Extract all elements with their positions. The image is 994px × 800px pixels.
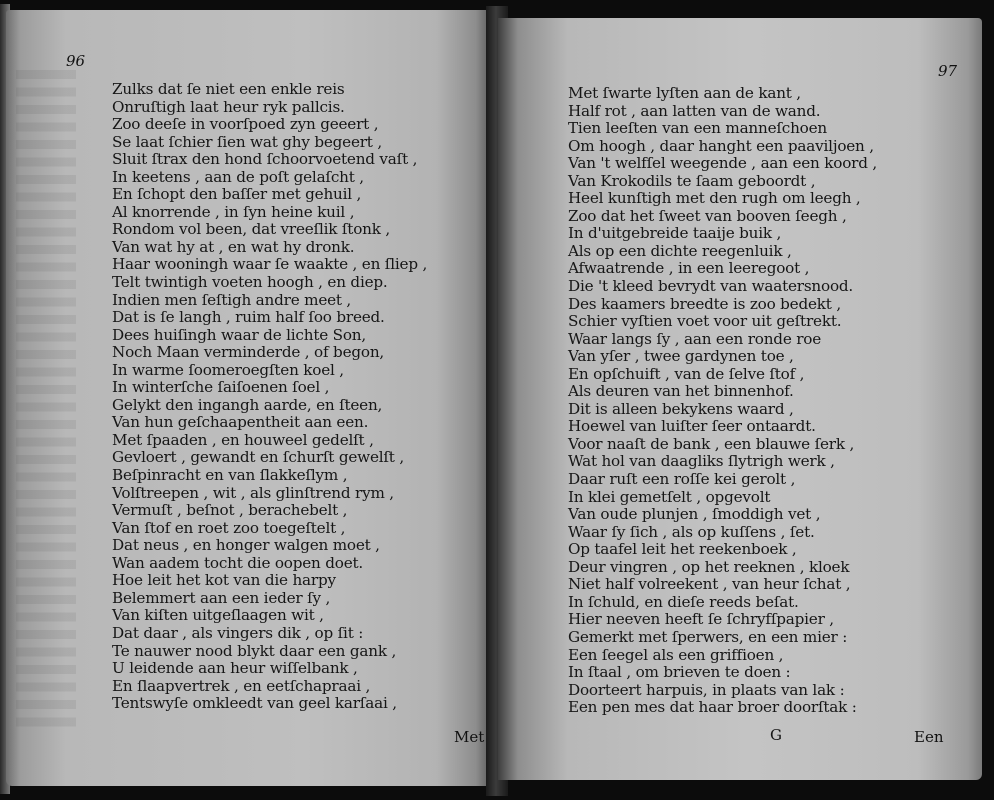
text-line: Van oude plunjen , ſmoddigh vet ,	[568, 505, 821, 524]
text-line: Van 't welfſel weegende , aan een koord ,	[568, 154, 877, 173]
text-line: Op taafel leit het reekenboek ,	[568, 540, 797, 559]
text-line: Haar wooningh waar ſe waakte , en ſliep ,	[112, 255, 428, 274]
text-line: Schier vyſtien voet voor uit geſtrekt.	[568, 312, 842, 331]
text-line: Dat daar , als vingers dik , op ſit :	[112, 623, 364, 642]
text-line: Dit is alleen bekykens waard ,	[568, 399, 794, 418]
text-line: Van yſer , twee gardynen toe ,	[568, 347, 794, 366]
text-line: Hoe leit het kot van die harpy	[112, 571, 336, 590]
text-line: Rondom vol been, dat vreeſlik ſtonk ,	[112, 220, 390, 239]
text-line: Van Krokodils te ſaam geboordt ,	[568, 171, 816, 190]
text-line: Met ſwarte lyſten aan de kant ,	[568, 84, 801, 102]
text-line: Van hun geſchaapentheit aan een.	[112, 413, 369, 432]
text-line: Doorteert harpuis, in plaats van lak :	[568, 680, 845, 699]
text-line: In keetens , aan de poſt gelaſcht ,	[112, 167, 364, 186]
text-line: Voor naaſt de bank , een blauwe ſerk ,	[568, 434, 855, 453]
text-line: In ſtaal , om brieven te doen :	[568, 663, 791, 682]
text-line: Daar ruſt een roſſe kei gerolt ,	[568, 470, 796, 489]
text-line: Indien men ſeſtigh andre meet ,	[112, 290, 352, 309]
text-line: Noch Maan verminderde , of begon,	[112, 343, 385, 362]
text-line: Om hoogh , daar hanght een paaviljoen ,	[568, 136, 874, 155]
text-line: Afwaatrende , in een leeregoot ,	[568, 259, 810, 278]
text-line: Zoo deeſe in voorſpoed zyn geeert ,	[112, 115, 379, 134]
text-line: Gemerkt met ſperwers, en een mier :	[568, 627, 848, 646]
text-line: Wat hol van daagliks ſlytrigh werk ,	[568, 452, 835, 471]
text-line: In klei gemetſelt , opgevolt	[568, 487, 771, 506]
text-line: Dees huiſingh waar de lichte Son,	[112, 325, 366, 344]
text-line: Waar langs ſy , aan een ronde roe	[568, 329, 822, 348]
text-line: Telt twintigh voeten hoogh , en diep.	[112, 273, 388, 292]
text-line: Hier neeven heeft ſe ſchryfſpapier ,	[568, 610, 834, 629]
text-line: Niet half volreekent , van heur ſchat ,	[568, 575, 851, 594]
text-line: Hoewel van luiſter ſeer ontaardt.	[568, 417, 816, 436]
text-line: Van wat hy at , en wat hy dronk.	[112, 237, 355, 256]
text-line: Een ſeegel als een griffioen ,	[568, 645, 784, 664]
text-line: Beſpinracht en van ſlakkeſlym ,	[112, 466, 348, 485]
text-line: In d'uitgebreide taaije buik ,	[568, 224, 782, 243]
text-line: Met ſpaaden , en houweel gedelſt ,	[112, 430, 374, 449]
poem-lines-right	[568, 85, 877, 717]
text-line: Des kaamers breedte is zoo bedekt ,	[568, 294, 841, 313]
text-line: Van ſtof en roet zoo toegeſtelt ,	[112, 518, 346, 537]
text-line: Van kiſten uitgeſlaagen wit ,	[112, 606, 324, 625]
poem-lines-left	[112, 81, 427, 713]
text-line: Onruſtigh laat heur ryk pallcis.	[112, 97, 345, 116]
text-line: Dat neus , en honger walgen moet ,	[112, 536, 380, 555]
signature-mark: G	[770, 726, 782, 744]
text-line: Een pen mes dat haar broer doorſtak :	[568, 698, 857, 717]
text-line: Tien leeſten van een manneſchoen	[568, 119, 827, 138]
text-line: Die 't kleed bevrydt van waatersnood.	[568, 277, 854, 296]
text-line: Half rot , aan latten van de wand.	[568, 101, 821, 120]
text-line: Al knorrende , in ſyn heine kuil ,	[112, 202, 355, 221]
text-line: En ſchopt den baſſer met gehuil ,	[112, 185, 362, 204]
text-line: Gevloert , gewandt en ſchurſt gewelſt ,	[112, 448, 404, 467]
right-page	[498, 18, 982, 780]
text-line: Deur vingren , op het reeknen , kloek	[568, 557, 850, 576]
catchword-left: Met	[454, 728, 485, 746]
text-line: In ſchuld, en dieſe reeds beſat.	[568, 592, 799, 611]
text-line: Belemmert aan een ieder ſy ,	[112, 588, 331, 607]
text-line: Zulks dat ſe niet een enkle reis	[112, 80, 345, 98]
text-line: Heel kunſtigh met den rugh om leegh ,	[568, 189, 861, 208]
text-line: U leidende aan heur wiſſelbank ,	[112, 659, 358, 678]
text-line: Tentswyſe omkleedt van geel karſaai ,	[112, 694, 397, 713]
text-line: In warme ſoomeroegſten koel ,	[112, 360, 344, 379]
text-line: En ſlaapvertrek , en eetſchapraai ,	[112, 676, 371, 695]
left-page	[6, 10, 496, 786]
text-line: Sluit ſtrax den hond ſchoorvoetend vaſt ,	[112, 150, 418, 169]
text-line: Waar ſy ſich , als op kuſſens , ſet.	[568, 522, 815, 541]
text-line: Se laat ſchier ſien wat ghy begeert ,	[112, 132, 382, 151]
text-line: Vermuſt , beſnot , berachebelt ,	[112, 501, 348, 520]
page-number-left: 96	[66, 52, 86, 70]
text-line: Als deuren van het binnenhof.	[568, 382, 794, 401]
text-line: Volſtreepen , wit , als glinſtrend rym ,	[112, 483, 394, 502]
text-line: Zoo dat het ſweet van booven ſeegh ,	[568, 206, 847, 225]
catchword-right: Een	[914, 728, 944, 746]
text-line: En opſchuift , van de ſelve ſtof ,	[568, 364, 805, 383]
text-line: Gelykt den ingangh aarde, en ſteen,	[112, 395, 383, 414]
page-number-right: 97	[938, 62, 958, 80]
text-line: Als op een dichte reegenluik ,	[568, 241, 792, 260]
text-line: Te nauwer nood blykt daar een gank ,	[112, 641, 397, 660]
text-line: Dat is ſe langh , ruim half ſoo breed.	[112, 308, 385, 327]
text-line: Wan aadem tocht die oopen doet.	[112, 553, 364, 572]
text-line: In winterſche ſaiſoenen ſoel ,	[112, 378, 330, 397]
show-through-text	[16, 70, 76, 730]
